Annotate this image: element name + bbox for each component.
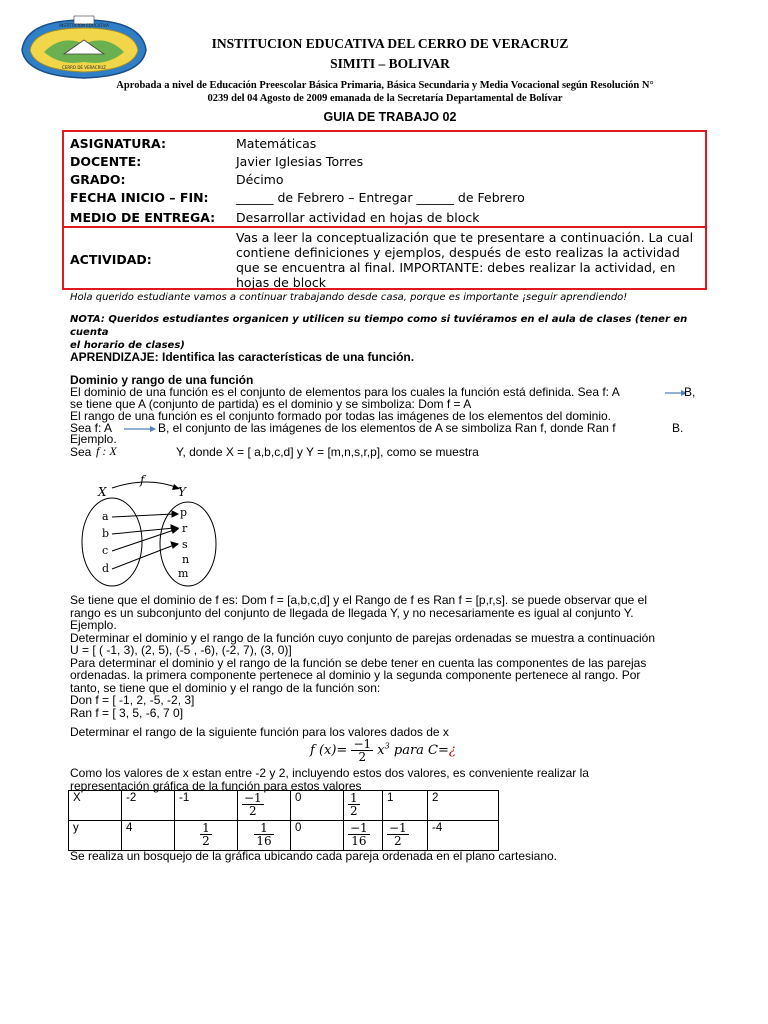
logo-subtext: CERRO DE VERACRUZ <box>62 65 106 70</box>
value-grade: Décimo <box>236 172 284 187</box>
definition-range-2a: Sea f: A <box>70 421 113 435</box>
closing-text: Se realiza un bosquejo de la gráfica ubicando cada pareja ordenada en el plano cartesiano. <box>70 849 558 863</box>
codomain-s: s <box>182 538 188 551</box>
arrow-icon <box>124 424 158 434</box>
domain-d: d <box>102 562 110 575</box>
table-cell: -1 <box>175 791 238 821</box>
definition-range-2b: B, el conjunto de las imágenes de los elementos de A se simboliza Ran f, donde Ran f <box>158 421 616 435</box>
table-cell: $\frac{-1}{16}$ <box>344 821 383 851</box>
table-cell: $\frac{-1}{2}$ <box>383 821 428 851</box>
approval-text: Aprobada a nivel de Educación Preescolar Básica Primaria, Básica Secundaria y Media Vocacional según Resolución N° 0239 del 04 Agosto de 2009 emanada de la Secretaría Departamental de Bolívar <box>116 80 654 104</box>
label-activity: ACTIVIDAD: <box>70 252 152 267</box>
label-grade: GRADO: <box>70 172 126 187</box>
codomain-r: r <box>182 522 188 535</box>
value-dates: ______ de Febrero – Entregar ______ de Febrero <box>236 190 525 205</box>
label-delivery: MEDIO DE ENTREGA: <box>70 210 216 225</box>
table-cell: X <box>69 791 122 821</box>
diagram-y-label: Y <box>178 485 186 499</box>
codomain-n: n <box>182 553 190 566</box>
value-subject: Matemáticas <box>236 136 317 151</box>
codomain-p: p <box>180 506 188 519</box>
table-row-x <box>69 791 499 821</box>
table-cell: 1 <box>383 791 428 821</box>
table-cell: 0 <box>291 791 344 821</box>
example-sea: Sea <box>70 445 92 459</box>
table-cell: $\frac{-1}{2}$ <box>238 791 291 821</box>
example-label: Ejemplo. <box>70 432 117 446</box>
codomain-m: m <box>178 567 189 580</box>
school-name: INSTITUCION EDUCATIVA DEL CERRO DE VERACRUZ <box>211 36 569 51</box>
example-sets: Y, donde X = [ a,b,c,d] y Y = [m,n,s,r,p], como se muestra <box>176 445 479 459</box>
diagram-x-label: X <box>98 485 107 499</box>
table-cell: $\frac{1}{2}$ <box>344 791 383 821</box>
domain-range-explanation: Se tiene que el dominio de f es: Dom f = [a,b,c,d] y el Rango de f es Ran f = [p,r,s]. se puede observar que el rango es un subconjunto del conjunto de llegada de llegada Y, y no necesariamente es igual al conjunto Y. Ejemplo. Determinar el dominio y el rango de la función cuyo conjunto de parejas ordenadas se muestra a continuación U = [ ( -1, 3), (2, 5), (-5 , -6), (-2, 7), (3, 0)] Para determinar el dominio y el rango de la función se debe tener en cuenta las componentes de las parejas ordenadas. la primera componente pertenece al dominio y la segunda componente pertenece al rango. Por tanto, se tiene que el dominio y el rango de la función son: Don f = [ -1, 2, -5, -2, 3] Ran f = [ 3, 5, -6, 7 0] <box>70 593 656 720</box>
values-table <box>68 790 499 851</box>
function-notation: f : X <box>96 444 117 458</box>
table-cell: 4 <box>122 821 175 851</box>
definition-range-2c: B. <box>672 421 684 435</box>
label-teacher: DOCENTE: <box>70 154 142 169</box>
table-cell: 0 <box>291 821 344 851</box>
domain-c: c <box>102 544 109 557</box>
definition-domain-1: El dominio de una función es el conjunto de elementos para los cuales la función está definida. Sea f: A <box>70 385 620 399</box>
value-teacher: Javier Iglesias Torres <box>236 154 364 169</box>
note-text: NOTA: Queridos estudiantes organicen y utilicen su tiempo como si tuviéramos en el aula de clases (tener en cuenta el horario de clases) <box>70 314 688 351</box>
label-subject: ASIGNATURA: <box>70 136 166 151</box>
table-cell: $\frac{1}{2}$ <box>175 821 238 851</box>
table-row-y <box>69 821 499 851</box>
school-logo <box>14 12 154 82</box>
school-city: SIMITI – BOLIVAR <box>330 56 450 71</box>
table-cell: 2 <box>428 791 499 821</box>
greeting-text: Hola querido estudiante vamos a continuar trabajando desde casa, porque es importante ¡seguir aprendiendo! <box>70 292 628 303</box>
graph-intro: Como los valores de x estan entre -2 y 2, incluyendo estos dos valores, es conveniente realizar la representación gráfica de la función para estos valores <box>70 766 589 793</box>
definition-range-1: El rango de una función es el conjunto formado por todas las imágenes de los elementos del dominio. <box>70 409 612 423</box>
table-cell: -4 <box>428 821 499 851</box>
value-activity: Vas a leer la conceptualización que te presentare a continuación. La cual contiene definiciones y ejemplos, después de esto realizas la actividad que se encuentra al final. IMPORTANTE: debes realizar la actividad, en hojas de block <box>236 230 694 290</box>
section-title: Dominio y rango de una función <box>70 373 254 387</box>
diagram-f-label: f <box>140 473 145 487</box>
learning-objective: APRENDIZAJE: Identifica las características de una función. <box>70 350 415 364</box>
table-cell: y <box>69 821 122 851</box>
guide-title: GUIA DE TRABAJO 02 <box>323 110 457 124</box>
range-exercise-intro: Determinar el rango de la siguiente función para los valores dados de x <box>70 725 449 739</box>
domain-b: b <box>102 527 110 540</box>
definition-domain-2: se tiene que A (conjunto de partida) es el dominio y se simboliza: Dom f = A <box>70 397 472 411</box>
table-cell: $\frac{1}{16}$ <box>238 821 291 851</box>
function-diagram <box>70 470 230 590</box>
domain-a: a <box>102 510 109 523</box>
label-dates: FECHA INICIO – FIN: <box>70 190 209 205</box>
definition-domain-end: B, <box>684 385 696 399</box>
function-formula: f (x)= $\frac{-1}{2}$ $x^3$ para C=¿ <box>310 737 456 764</box>
value-delivery: Desarrollar actividad en hojas de block <box>236 210 480 225</box>
logo-text: INSTITUCION EDUCATIVA <box>59 23 109 28</box>
table-cell: -2 <box>122 791 175 821</box>
